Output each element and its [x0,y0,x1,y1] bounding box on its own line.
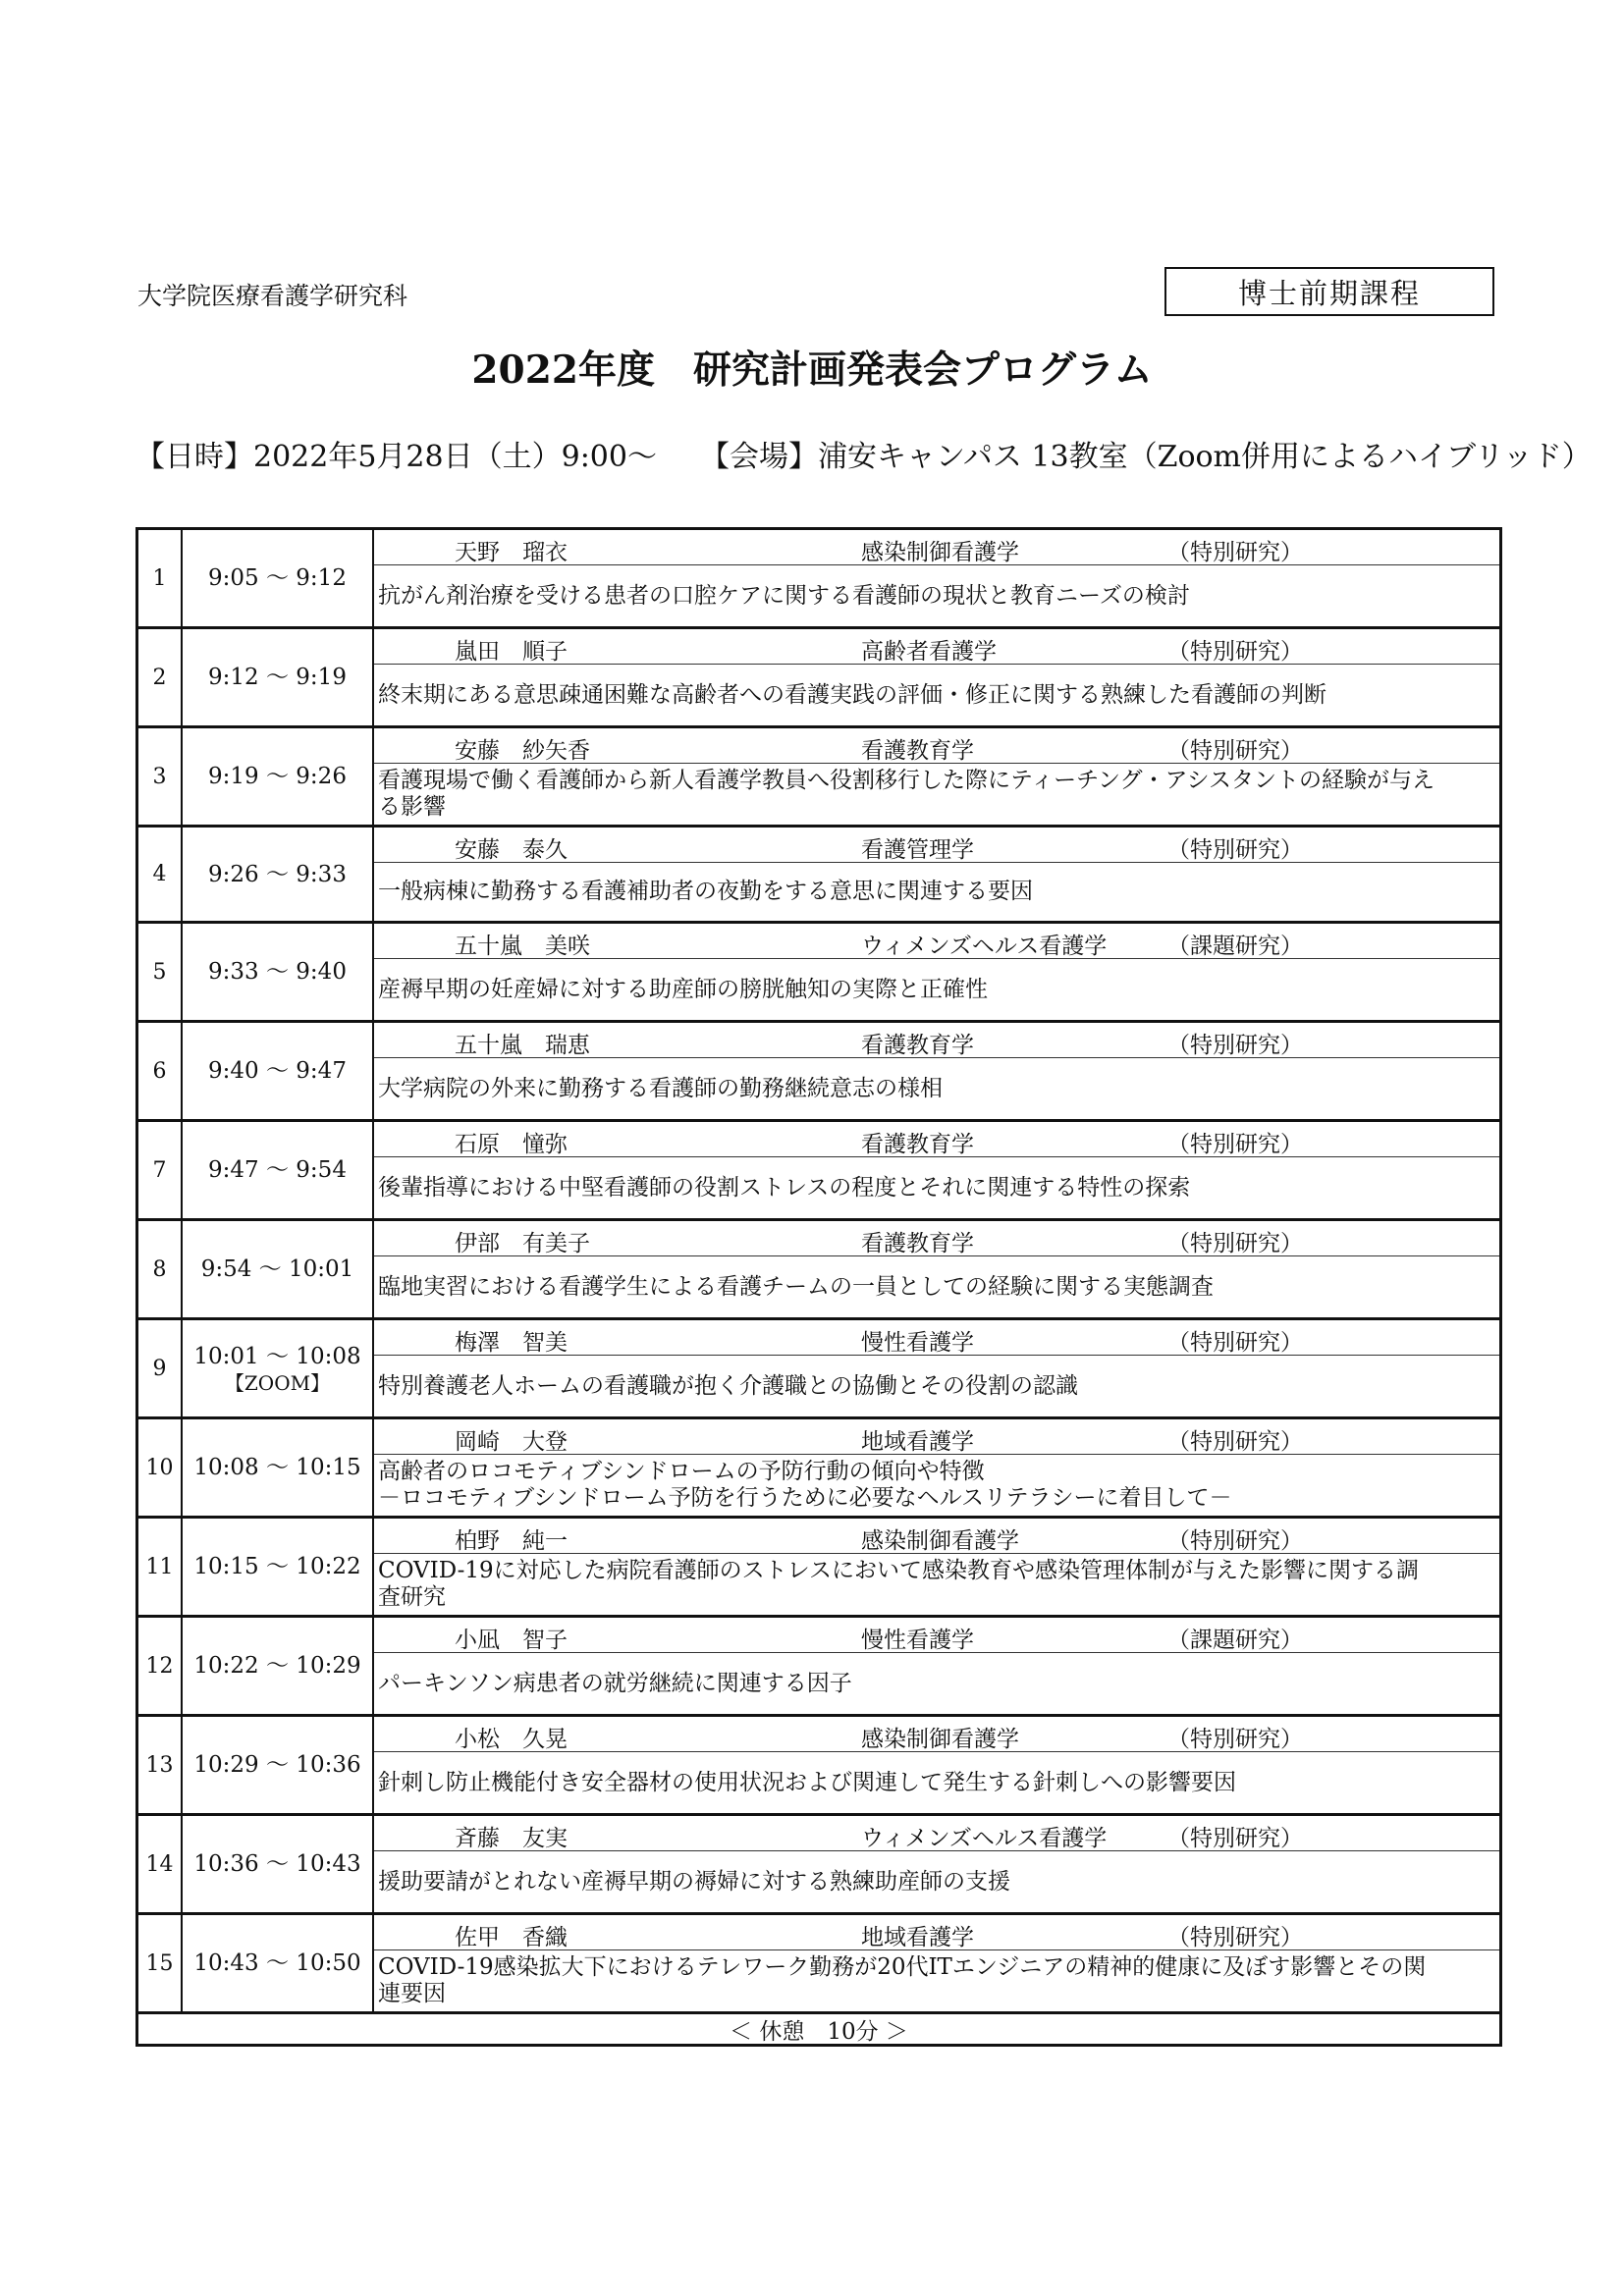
time-cell [183,1915,374,2011]
research-title [374,1356,1499,1416]
research-type: （特別研究） [1167,1826,1303,1851]
schedule-row [138,1816,1499,1915]
presenter-line [374,1320,1499,1356]
time-cell [183,1816,374,1912]
info-cell [374,1519,1499,1615]
time-range: 10:08 ～ 10:15 [193,1455,361,1480]
time-range: 10:43 ～ 10:50 [193,1950,361,1976]
info-cell [374,1915,1499,2011]
presenter-line [374,728,1499,764]
research-title-line: 針刺し防止機能付き安全器材の使用状況および関連して発生する針刺しへの影響要因 [378,1769,1236,1795]
research-title-line: 終末期にある意思疎通困難な高齢者への看護実践の評価・修正に関する熟練した看護師の判断 [378,681,1326,708]
time-range: 9:47 ～ 9:54 [208,1157,347,1183]
time-cell [183,530,374,626]
research-type: （特別研究） [1167,738,1303,764]
time-range: 9:33 ～ 9:40 [208,959,347,985]
event-info [135,432,1592,475]
research-title [374,1752,1499,1813]
time-cell [183,1320,374,1416]
presenter-name: 佐甲 香織 [455,1925,568,1950]
research-title [374,665,1499,725]
presenter-name: 小松 久晃 [455,1727,568,1752]
research-title-line: 看護現場で働く看護師から新人看護学教員へ役割移行した際にティーチング・アシスタントの経験が与え [378,768,1435,793]
presenter-line [374,1519,1499,1554]
info-cell [374,1320,1499,1416]
presenter-name: 五十嵐 瑞恵 [455,1033,590,1058]
research-field: 地域看護学 [861,1429,974,1455]
research-title [374,863,1499,921]
research-title-line: －ロコモティブシンドローム予防を行うために必要なヘルスリテラシーに着目して－ [378,1485,1232,1511]
research-field: 看護教育学 [861,1033,974,1058]
research-title-line: 特別養護老人ホームの看護職が抱く介護職との協働とその役割の認識 [378,1372,1078,1399]
time-range: 9:26 ～ 9:33 [208,861,347,887]
entry-number: 8 [138,1221,183,1317]
research-title-line: 臨地実習における看護学生による看護チームの一員としての経験に関する実態調査 [378,1273,1214,1300]
time-range: 10:01 ～ 10:08 [193,1344,361,1369]
research-title [374,1256,1499,1317]
research-title-line: COVID-19に対応した病院看護師のストレスにおいて感染教育や感染管理体制が与えた影響に関する調 [378,1558,1419,1583]
entry-number: 14 [138,1816,183,1912]
time-cell [183,1717,374,1813]
research-type: （特別研究） [1167,1429,1303,1455]
schedule-row [138,1915,1499,2014]
research-field: 看護教育学 [861,1132,974,1157]
research-field: 感染制御看護学 [861,1727,1019,1752]
research-title [374,1058,1499,1119]
entry-number: 12 [138,1618,183,1714]
event-venue: 【会場】浦安キャンパス 13教室（Zoom併用によるハイブリッド） [699,440,1592,474]
presenter-line [374,1717,1499,1752]
schedule-row [138,629,1499,728]
time-range: 9:40 ～ 9:47 [208,1058,347,1084]
research-field: 慢性看護学 [861,1628,974,1653]
research-field: 地域看護学 [861,1925,974,1950]
info-cell [374,728,1499,825]
presenter-line [374,1816,1499,1851]
entry-number: 5 [138,924,183,1020]
research-type: （特別研究） [1167,1231,1303,1256]
presenter-line [374,629,1499,665]
entry-number: 9 [138,1320,183,1416]
schedule-row [138,828,1499,924]
research-type: （特別研究） [1167,1033,1303,1058]
research-title [374,565,1499,626]
entry-number: 7 [138,1122,183,1218]
research-title [374,1554,1499,1615]
time-range: 10:15 ～ 10:22 [193,1554,361,1579]
info-cell [374,629,1499,725]
time-range: 10:22 ～ 10:29 [193,1653,361,1679]
presenter-line [374,924,1499,959]
time-range: 10:36 ～ 10:43 [193,1851,361,1877]
research-type: （特別研究） [1167,1132,1303,1157]
entry-number: 2 [138,629,183,725]
presenter-line [374,1023,1499,1058]
entry-number: 15 [138,1915,183,2011]
schedule-row [138,1717,1499,1816]
research-type: （特別研究） [1167,1925,1303,1950]
research-title-line: 抗がん剤治療を受ける患者の口腔ケアに関する看護師の現状と教育ニーズの検討 [378,582,1190,609]
research-title [374,959,1499,1020]
presenter-name: 五十嵐 美咲 [455,934,590,959]
zoom-tag: 【ZOOM】 [224,1371,331,1395]
research-title [374,1455,1499,1516]
research-type: （特別研究） [1167,639,1303,665]
schedule-row [138,728,1499,828]
research-title [374,1851,1499,1912]
entry-number: 11 [138,1519,183,1615]
break-row: ＜ 休憩 10分 ＞ [730,2018,908,2045]
presenter-name: 安藤 紗矢香 [455,738,590,764]
info-cell [374,1419,1499,1516]
event-datetime: 【日時】2022年5月28日（土）9:00～ [135,440,657,474]
presenter-name: 石原 憧弥 [455,1132,568,1157]
time-range: 9:05 ～ 9:12 [208,565,347,591]
presenter-name: 小凪 智子 [455,1628,568,1653]
schedule-row [138,1023,1499,1122]
info-cell [374,1122,1499,1218]
research-title-line: 援助要請がとれない産褥早期の褥婦に対する熟練助産師の支援 [378,1868,1010,1895]
presenter-line [374,1915,1499,1950]
page-title: 2022年度 研究計画発表会プログラム [471,347,1153,393]
presenter-line [374,1221,1499,1256]
schedule-row [138,530,1499,629]
presenter-line [374,1419,1499,1455]
time-range: 9:12 ～ 9:19 [208,665,347,690]
schedule-row [138,1320,1499,1419]
research-field: 感染制御看護学 [861,1528,1019,1554]
research-title [374,1950,1499,2011]
research-title-line: 一般病棟に勤務する看護補助者の夜勤をする意思に関連する要因 [378,879,1033,904]
presenter-name: 斉藤 友実 [455,1826,568,1851]
schedule-row [138,924,1499,1023]
presenter-line [374,530,1499,565]
presenter-name: 伊部 有美子 [455,1231,590,1256]
research-field: 看護教育学 [861,1231,974,1256]
schedule-row [138,1519,1499,1618]
time-range: 9:19 ～ 9:26 [208,764,347,789]
entry-number: 4 [138,828,183,921]
presenter-name: 安藤 泰久 [455,837,568,863]
time-range: 10:29 ～ 10:36 [193,1752,361,1778]
research-type: （特別研究） [1167,1727,1303,1752]
research-title-line: 産褥早期の妊産婦に対する助産師の膀胱触知の実際と正確性 [378,976,988,1002]
research-title-line: 連要因 [378,1981,446,2006]
research-type: （特別研究） [1167,837,1303,863]
research-title-line: 査研究 [378,1584,446,1610]
presenter-name: 嵐田 順子 [455,639,568,665]
info-cell [374,828,1499,921]
research-title-line: 後輩指導における中堅看護師の役割ストレスの程度とそれに関連する特性の探索 [378,1174,1191,1201]
time-cell [183,828,374,921]
info-cell [374,1618,1499,1714]
presenter-name: 岡崎 大登 [455,1429,568,1455]
research-title-line: 大学病院の外来に勤務する看護師の勤務継続意志の様相 [378,1075,943,1101]
research-field: 感染制御看護学 [861,540,1019,565]
schedule-row [138,1419,1499,1519]
research-title-line: 高齢者のロコモティブシンドロームの予防行動の傾向や特徴 [378,1459,985,1484]
research-type: （特別研究） [1167,1528,1303,1554]
presenter-line [374,828,1499,863]
research-field: 慢性看護学 [861,1330,974,1356]
department-label: 大学院医療看護学研究科 [137,282,408,310]
info-cell [374,530,1499,626]
info-cell [374,1023,1499,1119]
research-field: ウィメンズヘルス看護学 [861,934,1108,959]
presenter-name: 柏野 純一 [455,1528,568,1554]
research-title-line: COVID-19感染拡大下におけるテレワーク勤務が20代ITエンジニアの精神的健康に及ぼす影響とその関 [378,1954,1427,1980]
info-cell [374,924,1499,1020]
info-cell [374,1717,1499,1813]
time-cell [183,1221,374,1317]
time-cell [183,924,374,1020]
entry-number: 6 [138,1023,183,1119]
research-type: （特別研究） [1167,1330,1303,1356]
research-field: ウィメンズヘルス看護学 [861,1826,1108,1851]
entry-number: 3 [138,728,183,825]
presenter-line [374,1618,1499,1653]
schedule-table [135,527,1502,2047]
time-range: 9:54 ～ 10:01 [200,1256,354,1282]
research-title-line: る影響 [378,794,446,820]
entry-number: 1 [138,530,183,626]
research-title [374,764,1499,825]
time-cell [183,629,374,725]
time-cell [183,1519,374,1615]
research-type: （課題研究） [1167,1628,1303,1653]
research-type: （課題研究） [1167,934,1303,959]
presenter-name: 天野 瑠衣 [455,540,568,565]
time-cell [183,1023,374,1119]
time-cell [183,1122,374,1218]
time-cell [183,1618,374,1714]
research-field: 高齢者看護学 [861,639,997,665]
info-cell [374,1221,1499,1317]
schedule-row [138,1618,1499,1717]
entry-number: 10 [138,1419,183,1516]
presenter-line [374,1122,1499,1157]
presenter-name: 梅澤 智美 [455,1330,568,1356]
time-cell [183,728,374,825]
research-field: 看護管理学 [861,837,974,863]
time-cell [183,1419,374,1516]
research-type: （特別研究） [1167,540,1303,565]
course-badge: 博士前期課程 [1164,267,1494,316]
schedule-row [138,1122,1499,1221]
research-title [374,1157,1499,1218]
research-title-line: パーキンソン病患者の就労継続に関連する因子 [378,1670,852,1696]
research-field: 看護教育学 [861,738,974,764]
info-cell [374,1816,1499,1912]
research-title [374,1653,1499,1714]
entry-number: 13 [138,1717,183,1813]
schedule-row [138,1221,1499,1320]
